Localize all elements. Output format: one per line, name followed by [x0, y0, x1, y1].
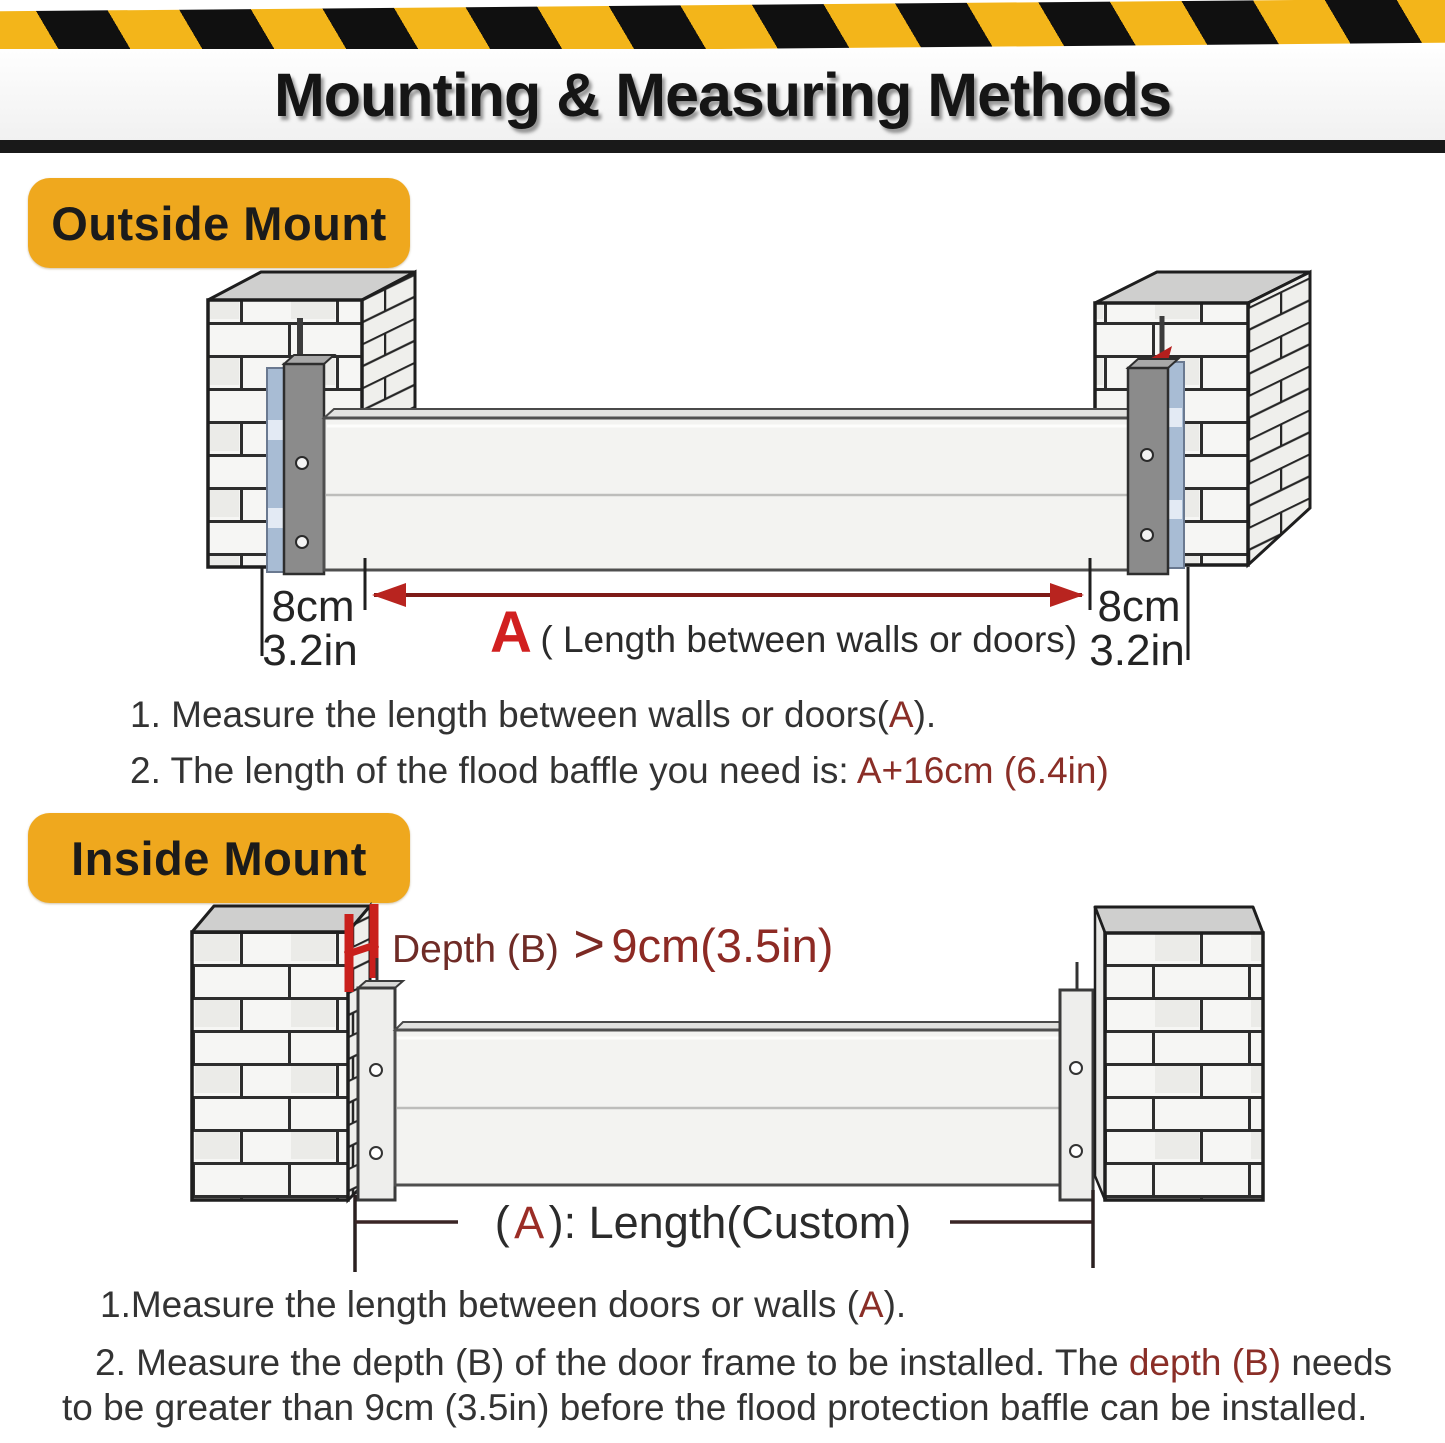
- measure-arrow: [372, 583, 1084, 607]
- screw-hole: [296, 536, 308, 548]
- outside-step-1: [130, 694, 1109, 737]
- inside-mount-badge-label: Inside Mount: [71, 831, 367, 885]
- step-text: 1.Measure the length between doors or walls (: [100, 1284, 859, 1325]
- outside-mount-badge-label: Outside Mount: [51, 196, 387, 250]
- inside-step-2-line1: [95, 1342, 1392, 1385]
- screw-hole: [1070, 1062, 1082, 1074]
- outside-step-2: [130, 750, 1109, 793]
- step-text: 1. Measure the length between walls or doors(: [130, 694, 889, 735]
- inside-dimension-annotations: [355, 1190, 1093, 1272]
- step-text: to be greater than 9cm (3.5in) before the flood protection baffle can be installed.: [62, 1386, 1368, 1428]
- screw-hole: [296, 457, 308, 469]
- screw-hole: [1141, 449, 1153, 461]
- inside-step-1: [100, 1284, 1392, 1327]
- left-seal-strip: [267, 368, 285, 572]
- step-highlight: A: [888, 694, 914, 735]
- header-divider-bar: [0, 140, 1445, 153]
- inside-step-2-line2: [62, 1387, 1392, 1430]
- right-offset-in-label: 3.2in: [1089, 626, 1185, 675]
- step-highlight: A+16cm (6.4in): [856, 749, 1109, 791]
- screw-hole: [370, 1064, 382, 1076]
- right-channel-bracket: [1128, 368, 1168, 574]
- step-text: 2. The length of the flood baffle you need is:: [130, 749, 857, 791]
- step-text: ).: [913, 694, 937, 735]
- step-text: ).: [883, 1284, 907, 1325]
- outside-mount-badge: [28, 178, 410, 268]
- flood-barrier-panel: [324, 409, 1140, 570]
- outside-mount-steps: [130, 694, 1109, 806]
- inside-mount-diagram: [0, 898, 1445, 1292]
- step-highlight: A: [858, 1284, 884, 1325]
- screw-hole: [370, 1147, 382, 1159]
- outside-dimension-annotations: [262, 558, 1188, 675]
- flood-barrier-panel-inside: [395, 1022, 1070, 1185]
- length-a-label: A ( Length between walls or doors): [490, 600, 1078, 665]
- inside-mount-steps: [62, 1284, 1392, 1443]
- step-text: needs: [1281, 1341, 1393, 1383]
- length-custom-label: ( A ): Length(Custom): [494, 1197, 912, 1248]
- page-title: Mounting & Measuring Methods: [273, 60, 1172, 129]
- step-highlight: depth (B): [1128, 1341, 1282, 1383]
- inside-mount-badge: [28, 813, 410, 903]
- screw-hole: [1141, 529, 1153, 541]
- depth-b-label: Depth (B) > 9cm(3.5in): [392, 914, 834, 974]
- title-band: [0, 49, 1445, 140]
- screw-hole: [1070, 1145, 1082, 1157]
- inside-right-channel-bracket: [1060, 962, 1093, 1200]
- left-offset-cm-label: 8cm: [271, 582, 355, 631]
- inside-left-wall-pillar: [192, 906, 370, 1200]
- step-text: 2. Measure the depth (B) of the door frame to be installed. The: [95, 1341, 1129, 1383]
- hazard-stripe-banner: [0, 0, 1445, 55]
- left-offset-in-label: 3.2in: [262, 626, 358, 675]
- inside-right-wall-pillar: [1095, 907, 1263, 1200]
- outside-mount-diagram: [0, 256, 1445, 686]
- right-offset-cm-label: 8cm: [1097, 582, 1181, 631]
